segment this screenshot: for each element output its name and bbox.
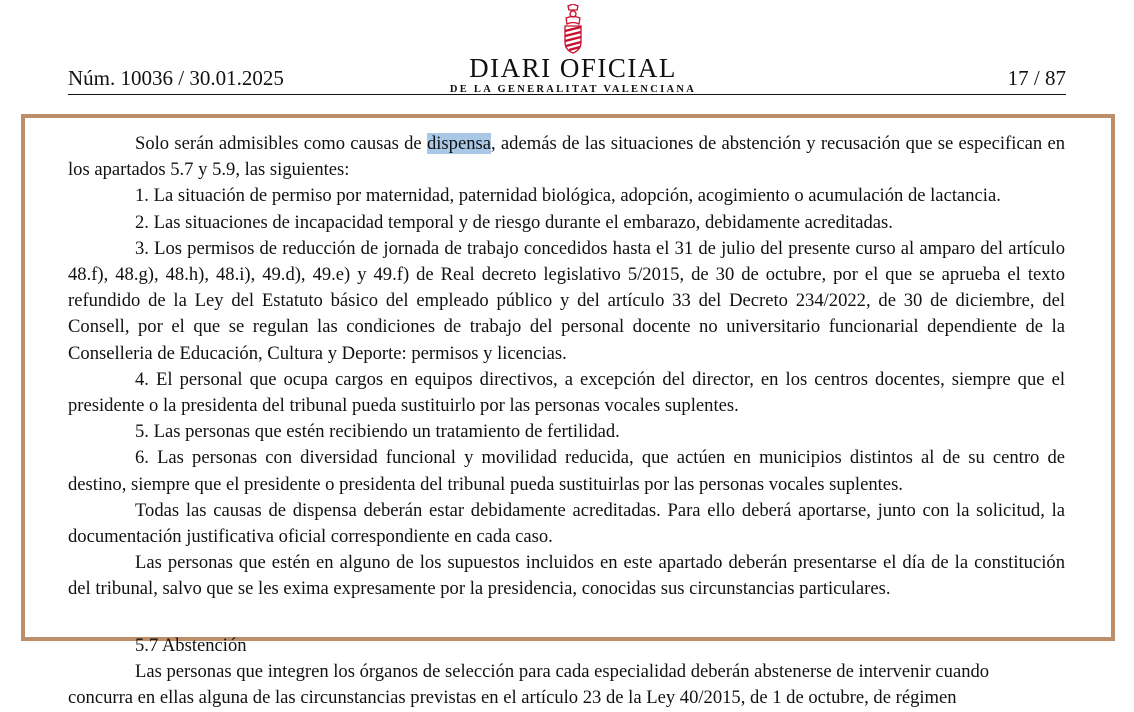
list-item-5: 5. Las personas que estén recibiendo un tratamiento de fertilidad. — [135, 421, 620, 443]
issue-number: Núm. 10036 / 30.01.2025 — [68, 66, 284, 90]
section-heading: 5.7 Abstención — [135, 635, 247, 656]
abstention-line-2: concurra en ellas alguna de las circunstancias previstas en el artículo 23 de la Ley 40/2015, de 1 de octubre, de régimen — [68, 687, 957, 709]
abstention-line-1: Las personas que integren los órganos de selección para cada especialidad deberán abstenerse de intervenir cuando — [135, 661, 990, 683]
intro-paragraph[interactable] — [68, 131, 1065, 183]
intro-text-after: , además de las situaciones de abstención y recusación que se especifican en los apartados 5.7 y 5.9, las siguientes: — [68, 133, 1065, 181]
list-item-4: 4. El personal que ocupa cargos en equipos directivos, a excepción del director, en los centros docentes, siempre que el presidente o la presidenta del tribunal pueda sustituirlo por las personas vocales suplentes. — [68, 368, 1065, 417]
list-item-6: 6. Las personas con diversidad funcional y movilidad reducida, que actúen en municipios distintos al de su centro de destino, siempre que el presidente o presidenta del tribunal pueda sustituirlas por las personas vocales suplentes. — [68, 447, 1065, 495]
page-header — [68, 0, 1066, 96]
list-item-1: 1. La situación de permiso por maternidad, paternidad biológica, adopción, acogimiento o acumulación de lactancia. — [135, 185, 1001, 207]
masthead-subtitle: DE LA GENERALITAT VALENCIANA — [449, 84, 697, 95]
attendance-paragraph: Las personas que estén en alguno de los supuestos incluidos en este apartado deberán presentarse el día de la constitución del tribunal, salvo que se les exima expresamente por la presidencia, conocidas sus circunstancias particulares. — [68, 552, 1065, 600]
accreditation-paragraph: Todas las causas de dispensa deberán estar debidamente acreditadas. Para ello deberá aportarse, junto con la solicitud, la documentación justificativa oficial correspondiente en cada caso. — [68, 499, 1065, 548]
masthead-title: DIARI OFICIAL — [469, 53, 677, 83]
highlighted-word[interactable]: dispensa — [426, 133, 491, 154]
masthead — [448, 0, 698, 95]
page-number: 17 / 87 — [1007, 66, 1066, 90]
list-item-2: 2. Las situaciones de incapacidad temporal y de riesgo durante el embarazo, debidamente acreditadas. — [135, 211, 893, 233]
following-section — [68, 633, 1065, 712]
intro-text-before: Solo serán admisibles como causas de — [135, 133, 427, 154]
header-rule — [68, 94, 1066, 95]
generalitat-emblem-icon — [562, 4, 584, 54]
list-item-3: 3. Los permisos de reducción de jornada de trabajo concedidos hasta el 31 de julio del presente curso al amparo del artículo 48.f), 48.g), 48.h), 48.i), 49.d), 49.e) y 49.f) de Real decreto legislativo 5/2015, de 30 de octubre, por el que se aprueba el texto refundido de la Ley del Estatuto básico del empleado público y del artículo 33 del Decreto 234/2022, de 30 de diciembre, del Consell, por el que se regulan las condiciones de trabajo del personal docente no universitario funcionarial dependiente de la Conselleria de Educación, Cultura y Deporte: permisos y licencias. — [68, 237, 1065, 364]
selected-text-block[interactable] — [68, 131, 1065, 603]
